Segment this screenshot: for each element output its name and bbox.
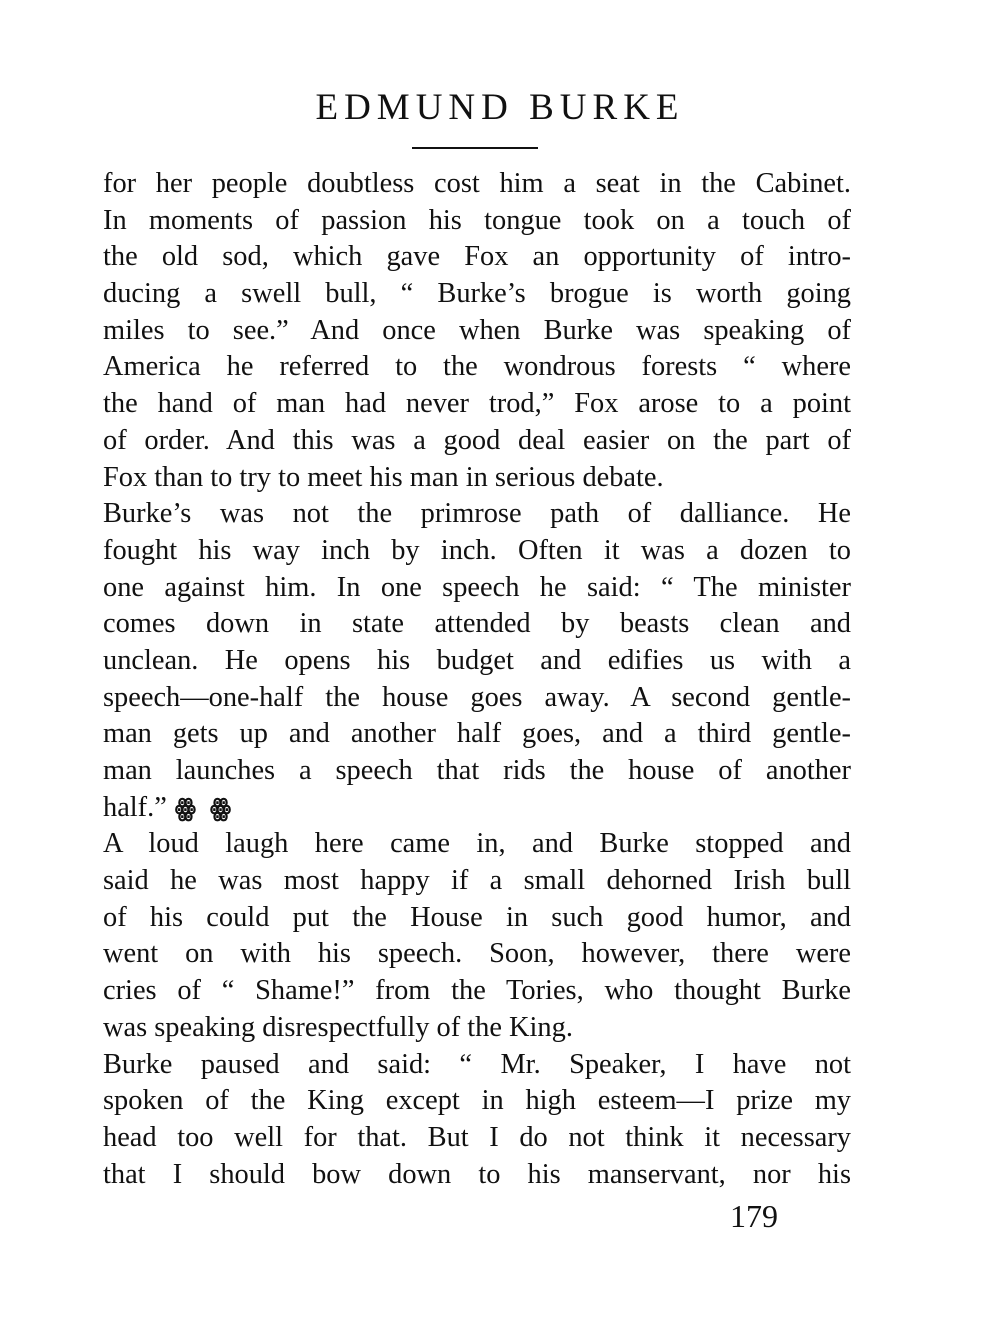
text-line: the old sod, which gave Fox an opportunity of intro- (103, 241, 851, 273)
text-line: man launches a speech that rids the house of another (103, 755, 851, 786)
title-rule (412, 147, 538, 149)
body-text (103, 166, 851, 1193)
running-title: EDMUND BURKE (315, 87, 685, 128)
text-line: Fox than to try to meet his man in serious debate. (103, 461, 664, 493)
text-line: A loud laugh here came in, and Burke stopped and (103, 828, 851, 860)
text-line: the hand of man had never trod,” Fox arose to a point (103, 388, 851, 420)
text-line: for her people doubtless cost him a seat in the Cabinet. (103, 168, 851, 199)
text-line: spoken of the King except in high esteem—I prize my (103, 1085, 851, 1117)
text-line: that I should bow down to his manservant, nor his (103, 1158, 851, 1190)
text-line: Burke’s was not the primrose path of dalliance. He (103, 498, 851, 530)
text-line: half.” (103, 791, 167, 823)
text-line: man gets up and another half goes, and a third gentle- (103, 718, 851, 750)
text-line: Burke paused and said: “ Mr. Speaker, I have not (103, 1048, 851, 1080)
text-line: unclean. He opens his budget and edifies us with a (103, 644, 851, 676)
text-line: comes down in state attended by beasts clean and (103, 608, 851, 640)
page-number: 179 (730, 1198, 778, 1234)
text-line: ducing a swell bull, “ Burke’s brogue is worth going (103, 278, 851, 310)
text-line: of order. And this was a good deal easier on the part of (103, 424, 851, 456)
text-line: speech—one-half the house goes away. A second gentle- (103, 681, 851, 713)
text-line: was speaking disrespectfully of the King. (103, 1011, 573, 1043)
text-line: America he referred to the wondrous forests “ where (103, 351, 851, 383)
text-line: fought his way inch by inch. Often it was a dozen to (103, 534, 851, 566)
text-line: of his could put the House in such good humor, and (103, 901, 851, 933)
text-line: one against him. In one speech he said: “ The minister (103, 571, 851, 603)
text-line: said he was most happy if a small dehorned Irish bull (103, 865, 851, 897)
text-line: In moments of passion his tongue took on a touch of (103, 204, 851, 236)
text-line: went on with his speech. Soon, however, there were (103, 938, 851, 970)
text-line: cries of “ Shame!” from the Tories, who thought Burke (103, 975, 851, 1007)
text-line: head too well for that. But I do not think it necessary (103, 1121, 851, 1153)
section-ornament-icon: ꙮ ꙮ (174, 795, 236, 822)
text-line: miles to see.” And once when Burke was speaking of (103, 314, 851, 346)
text-line-with-ornament (103, 790, 851, 827)
